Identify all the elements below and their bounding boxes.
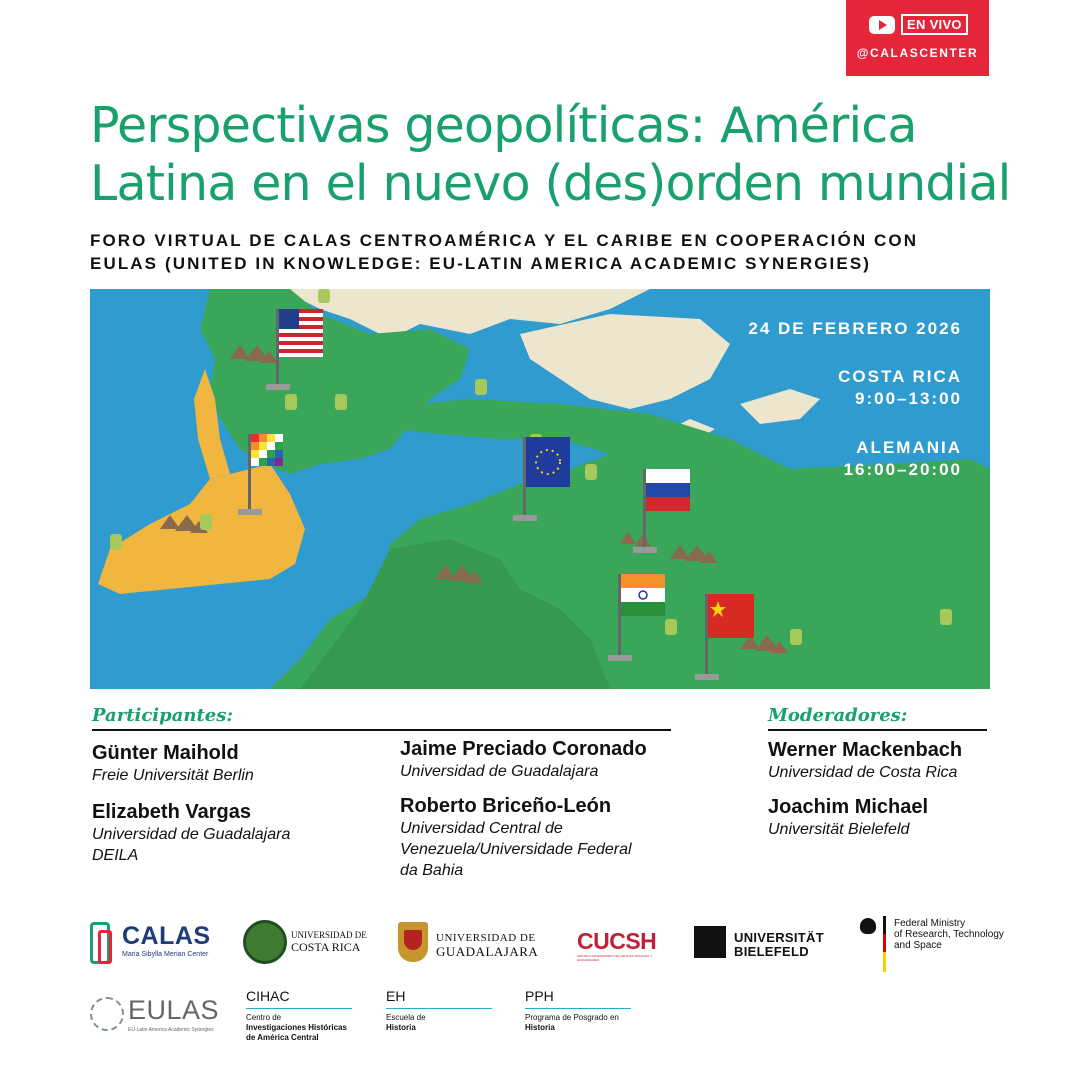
participant-name: Günter Maihold — [92, 742, 239, 764]
participant-affiliation: Universidad de Guadalajara — [400, 763, 599, 780]
moderators-divider — [768, 729, 987, 731]
federal-eagle-icon — [860, 918, 876, 934]
pph-logo[interactable] — [525, 988, 631, 1038]
title-line-2: Latina en el nuevo (des)orden mundial — [90, 155, 1011, 212]
cucsh-subtitle: CENTRO UNIVERSITARIO DE CIENCIAS SOCIALES Y HUMANIDADES — [577, 954, 653, 962]
participant-affiliation: Universidad de Guadalajara — [92, 826, 291, 843]
cucsh-logo[interactable] — [577, 928, 662, 964]
german-flag-bar — [883, 934, 886, 952]
eh-logo[interactable] — [386, 988, 492, 1038]
bmftr-line-2: of Research, Technology — [894, 929, 1004, 940]
participants-divider — [92, 729, 671, 731]
ucr-line-2: COSTA RICA — [291, 940, 361, 954]
calas-mark-icon — [98, 930, 112, 964]
moderator-name: Joachim Michael — [768, 796, 929, 818]
bielefeld-line-2: BIELEFELD — [734, 944, 809, 959]
participants-heading: Participantes: — [92, 705, 234, 726]
ucr-seal-icon — [243, 920, 287, 964]
event-subtitle — [90, 229, 1050, 275]
participant-affiliation: da Bahia — [400, 862, 464, 879]
cihac-name: CIHAC — [246, 988, 290, 1004]
calas-logo[interactable] — [90, 920, 220, 968]
udg-line-2: GUADALAJARA — [436, 944, 539, 959]
bielefeld-logo[interactable] — [694, 926, 834, 962]
bmftr-logo[interactable] — [858, 916, 1004, 976]
pph-name: PPH — [525, 988, 554, 1004]
page-title — [90, 97, 1050, 213]
event-time: 16:00–20:00 — [843, 460, 962, 479]
moderator-michael — [768, 795, 928, 840]
eh-line-1: Escuela de — [386, 1013, 426, 1022]
cihac-logo[interactable] — [246, 988, 354, 1048]
cihac-line-2: Investigaciones Históricas — [246, 1023, 347, 1032]
youtube-icon — [869, 16, 895, 34]
cihac-line-1: Centro de — [246, 1013, 282, 1022]
moderator-affiliation: Universität Bielefeld — [768, 821, 910, 838]
ucr-line-1: UNIVERSIDAD DE — [291, 930, 367, 940]
participant-vargas — [92, 800, 290, 866]
eh-name: EH — [386, 988, 406, 1004]
event-place: ALEMANIA — [856, 438, 962, 457]
calas-name: CALAS — [122, 922, 211, 950]
moderator-mackenbach — [768, 738, 962, 783]
participant-name: Roberto Briceño-León — [400, 795, 612, 817]
eulas-logo[interactable] — [90, 995, 220, 1039]
participant-affiliation: Freie Universität Berlin — [92, 767, 254, 784]
pph-line-2: Historia — [525, 1023, 555, 1032]
eulas-subtitle: EU-Latin America Academic Synergies — [128, 1027, 214, 1033]
udg-logo[interactable] — [398, 920, 548, 966]
event-time-block-costa-rica — [838, 366, 962, 410]
calas-subtitle: Maria Sibylla Merian Center — [122, 951, 209, 958]
ucr-logo[interactable] — [243, 920, 368, 966]
event-date: 24 DE FEBRERO 2026 — [748, 319, 962, 338]
subtitle-line-2: EULAS (UNITED IN KNOWLEDGE: EU-LATIN AMERICA ACADEMIC SYNERGIES) — [90, 254, 872, 273]
pph-rule — [525, 1008, 631, 1009]
title-line-1: Perspectivas geopolíticas: América — [90, 97, 917, 154]
cihac-rule — [246, 1008, 352, 1009]
moderators-heading: Moderadores: — [768, 705, 908, 726]
bmftr-line-1: Federal Ministry — [894, 918, 966, 929]
bmftr-line-3: and Space — [894, 940, 942, 951]
participant-name: Jaime Preciado Coronado — [400, 738, 647, 760]
participant-affiliation: DEILA — [92, 847, 139, 864]
event-time: 9:00–13:00 — [855, 389, 962, 408]
udg-line-1: UNIVERSIDAD DE — [436, 932, 536, 944]
event-time-block-alemania — [844, 437, 962, 481]
participant-name: Elizabeth Vargas — [92, 801, 251, 823]
participant-maihold — [92, 741, 254, 786]
eulas-circle-icon — [90, 997, 124, 1031]
subtitle-line-1: FORO VIRTUAL DE CALAS CENTROAMÉRICA Y EL CARIBE EN COOPERACIÓN CON — [90, 231, 919, 250]
participant-affiliation: Venezuela/Universidade Federal — [400, 841, 632, 858]
live-label: EN VIVO — [901, 14, 968, 35]
participant-briceno — [400, 794, 632, 881]
event-place: COSTA RICA — [838, 367, 962, 386]
live-badge[interactable] — [846, 0, 989, 76]
channel-handle: @CALASCENTER — [856, 46, 979, 60]
cucsh-name: CUCSH — [577, 928, 657, 954]
eulas-name: EULAS — [128, 995, 220, 1025]
bielefeld-line-1: UNIVERSITÄT — [734, 930, 824, 945]
german-flag-bar — [883, 952, 886, 972]
world-map-illustration — [90, 289, 990, 689]
moderator-name: Werner Mackenbach — [768, 739, 963, 761]
pph-line-1: Programa de Posgrado en — [525, 1013, 619, 1022]
eh-line-2: Historia — [386, 1023, 416, 1032]
german-flag-bar — [883, 916, 886, 934]
eh-rule — [386, 1008, 492, 1009]
cihac-line-3: de América Central — [246, 1033, 319, 1042]
participant-affiliation: Universidad Central de — [400, 820, 563, 837]
udg-crest-icon — [404, 930, 422, 950]
participant-preciado — [400, 737, 647, 782]
bielefeld-mark-icon — [694, 926, 726, 958]
moderator-affiliation: Universidad de Costa Rica — [768, 764, 958, 781]
